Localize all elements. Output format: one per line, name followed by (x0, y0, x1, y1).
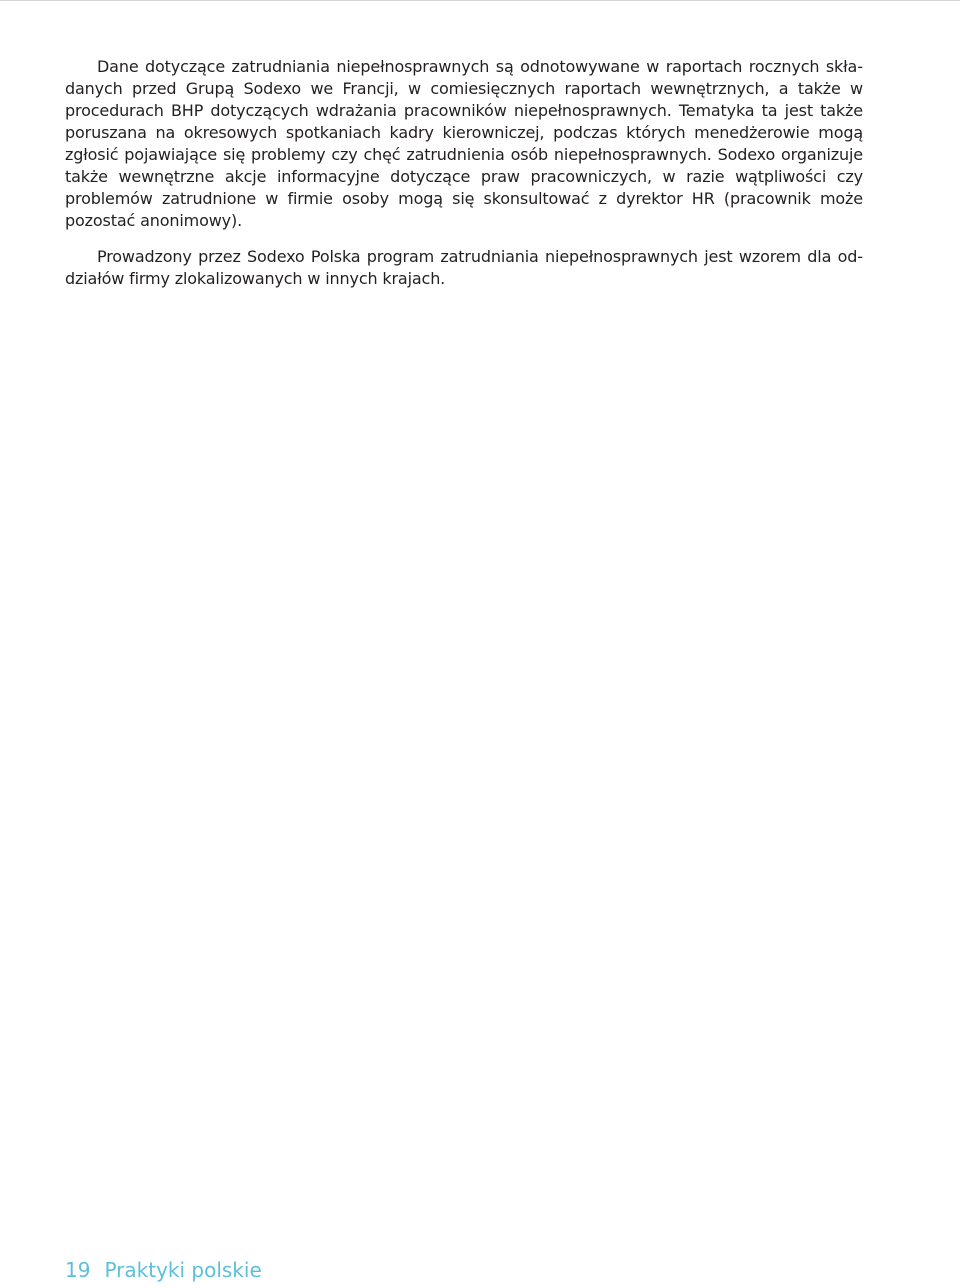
page-number: 19 (65, 1258, 91, 1282)
paragraph-employment-reporting: Dane dotyczące zatrudniania niepełnosprawnych są odnotowywane w raportach rocznych składanych przed Grupą Sodexo we Francji, w comiesięcznych raportach wewnętrznych, a także w procedurach BHP dotyczących wdrażania pracowników niepełnosprawnych. Tematyka ta jest także poruszana na okresowych spotkaniach kadry kierowniczej, podczas których menedżerowie mogą zgłosić pojawiające się problemy czy chęć zatrudnienia osób niepełnosprawnych. Sodexo organizuje także wewnętrzne akcje informacyjne dotyczące praw pracowniczych, w razie wątpliwości czy problemów zatrudnione w firmie osoby mogą się skonsultować z dyrektor HR (pracownik może pozostać anonimowy). (65, 57, 863, 230)
top-rule (0, 0, 960, 1)
text-column (65, 56, 863, 304)
page-footer (65, 1257, 262, 1283)
paragraph-program-model: Prowadzony przez Sodexo Polska program zatrudniania niepełnosprawnych jest wzorem dla oddziałów firmy zlokalizowanych w innych krajach. (65, 247, 863, 288)
section-title: Praktyki polskie (104, 1258, 262, 1282)
